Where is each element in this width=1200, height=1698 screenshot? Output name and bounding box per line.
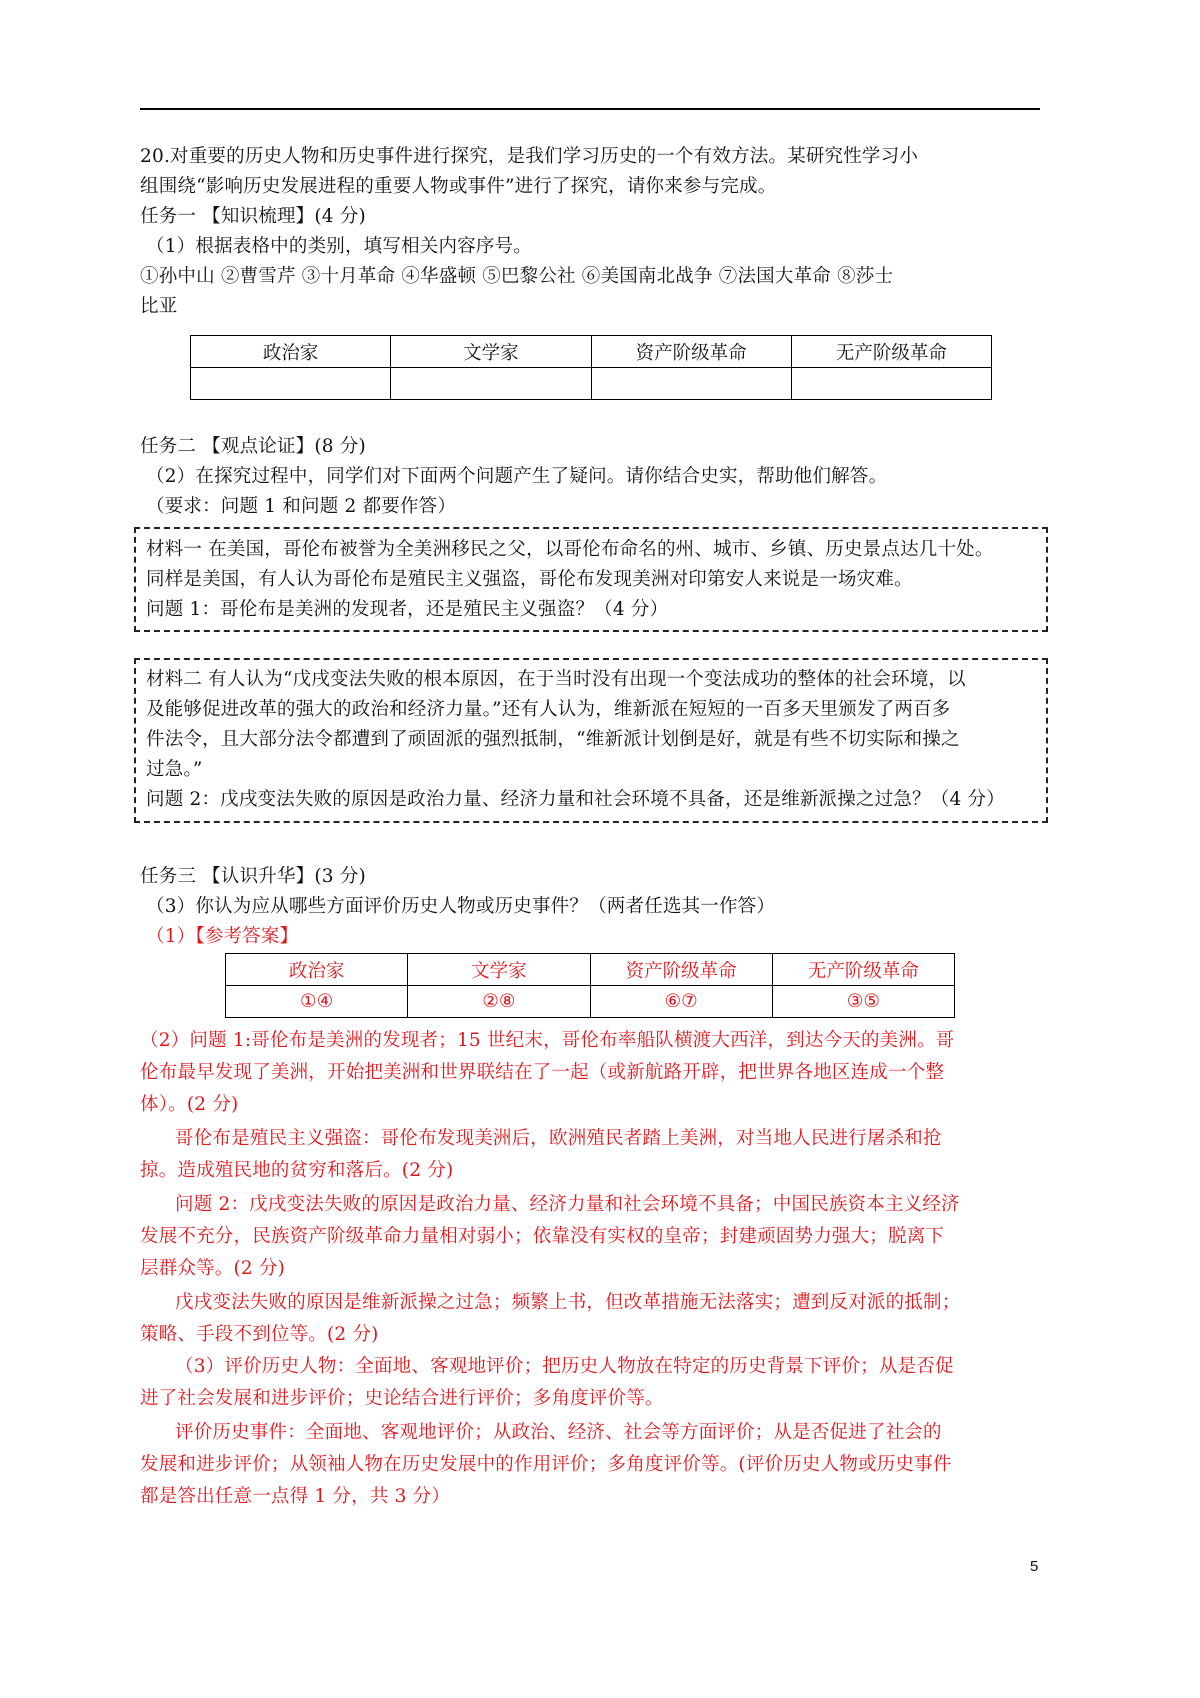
answer-cell: ③⑤ (772, 986, 954, 1018)
blank-cell (391, 368, 591, 400)
table-header-cell: 资产阶级革命 (590, 954, 772, 986)
material-1-line: 同样是美国，有人认为哥伦布是殖民主义强盗，哥伦布发现美洲对印第安人来说是一场灾难。 (146, 569, 913, 590)
task2-question: （2）在探究过程中，同学们对下面两个问题产生了疑问。请你结合史实，帮助他们解答。 (146, 466, 888, 487)
answer-line: 发展和进步评价；从领袖人物在历史发展中的作用评价；多角度评价等。(评价历史人物或历史事件 (140, 1454, 952, 1475)
task1-title: 任务一 【知识梳理】(4 分) (140, 206, 366, 227)
answer-line: 体）。(2 分) (140, 1094, 239, 1115)
answer-line: 都是答出任意一点得 1 分，共 3 分） (140, 1486, 451, 1507)
material-2-box (134, 658, 1048, 823)
table-header-cell: 政治家 (226, 954, 408, 986)
blank-cell (591, 368, 791, 400)
task3-question: （3）你认为应从哪些方面评价历史人物或历史事件？（两者任选其一作答） (146, 896, 776, 917)
answer-cell: ①④ (226, 986, 408, 1018)
task1-question: （1）根据表格中的类别，填写相关内容序号。 (146, 236, 532, 257)
answer-line: 戊戌变法失败的原因是维新派操之过急；频繁上书，但改革措施无法落实；遭到反对派的抵制； (175, 1292, 961, 1313)
table-header-cell: 无产阶级革命 (772, 954, 954, 986)
blank-cell (791, 368, 991, 400)
task2-title: 任务二 【观点论证】(8 分) (140, 436, 366, 457)
options-line-1: ①孙中山 ②曹雪芹 ③十月革命 ④华盛顿 ⑤巴黎公社 ⑥美国南北战争 ⑦法国大革命 ⑧莎士 (140, 266, 894, 287)
answer-line: 问题 2：戊戌变法失败的原因是政治力量、经济力量和社会环境不具备；中国民族资本主义经济 (175, 1194, 960, 1215)
table-header-row (226, 954, 955, 986)
answer-line: 策略、手段不到位等。(2 分) (140, 1324, 379, 1345)
answer-line: 评价历史事件：全面地、客观地评价；从政治、经济、社会等方面评价；从是否促进了社会的 (175, 1422, 942, 1443)
answer-line: 发展不充分，民族资产阶级革命力量相对弱小；依靠没有实权的皇帝；封建顽固势力强大；脱离下 (140, 1226, 945, 1247)
table-header-cell: 政治家 (191, 336, 391, 368)
answer-line: （2）问题 1:哥伦布是美洲的发现者；15 世纪末，哥伦布率船队横渡大西洋，到达今天的美洲。哥 (140, 1030, 955, 1051)
material-1-line: 材料一 在美国，哥伦布被誉为全美洲移民之父，以哥伦布命名的州、城市、乡镇、历史景点达几十处。 (146, 539, 994, 560)
task3-title: 任务三 【认识升华】(3 分) (140, 866, 366, 887)
material-1-question: 问题 1：哥伦布是美洲的发现者，还是殖民主义强盗？（4 分） (146, 599, 669, 620)
answer-line: 进了社会发展和进步评价；史论结合进行评价；多角度评价等。 (140, 1388, 664, 1409)
answer-cell: ②⑧ (408, 986, 590, 1018)
table-header-cell: 资产阶级革命 (591, 336, 791, 368)
material-2-line: 及能够促进改革的强大的政治和经济力量。”还有人认为，维新派在短短的一百多天里颁发了两百多 (146, 699, 951, 720)
material-2-line: 过急。” (146, 759, 203, 780)
blank-answer-table (190, 335, 992, 400)
question-intro-line-1: 20.对重要的历史人物和历史事件进行探究，是我们学习历史的一个有效方法。某研究性学习小 (140, 146, 919, 167)
material-2-line: 材料二 有人认为“戊戌变法失败的根本原因，在于当时没有出现一个变法成功的整体的社会环境，以 (146, 669, 966, 690)
table-header-cell: 文学家 (408, 954, 590, 986)
task2-requirement: （要求：问题 1 和问题 2 都要作答） (146, 496, 457, 517)
table-blank-row (191, 368, 992, 400)
material-1-box (134, 527, 1048, 632)
material-2-line: 件法令，且大部分法令都遭到了顽固派的强烈抵制，“维新派计划倒是好，就是有些不切实际和操之 (146, 729, 960, 750)
answer-line: （3）评价历史人物：全面地、客观地评价；把历史人物放在特定的历史背景下评价；从是否促 (175, 1356, 954, 1377)
options-line-2: 比亚 (140, 296, 178, 317)
table-header-cell: 无产阶级革命 (791, 336, 991, 368)
header-rule (140, 108, 1040, 110)
answer-line: 掠。造成殖民地的贫穷和落后。(2 分) (140, 1160, 454, 1181)
answer-table (225, 953, 955, 1018)
page-number: 5 (1030, 1558, 1039, 1575)
question-intro-line-2: 组围绕“影响历史发展进程的重要人物或事件”进行了探究，请你来参与完成。 (140, 176, 777, 197)
table-header-row (191, 336, 992, 368)
answer-label: （1）【参考答案】 (146, 926, 299, 947)
material-2-question: 问题 2：戊戌变法失败的原因是政治力量、经济力量和社会环境不具备，还是维新派操之过急？（4 分） (146, 789, 1005, 810)
answer-line: 伦布最早发现了美洲，开始把美洲和世界联结在了一起（或新航路开辟，把世界各地区连成一个整 (140, 1062, 945, 1083)
answer-line: 层群众等。(2 分) (140, 1258, 286, 1279)
blank-cell (191, 368, 391, 400)
table-answer-row (226, 986, 955, 1018)
answer-line: 哥伦布是殖民主义强盗：哥伦布发现美洲后，欧洲殖民者踏上美洲，对当地人民进行屠杀和抢 (175, 1128, 942, 1149)
table-header-cell: 文学家 (391, 336, 591, 368)
answer-cell: ⑥⑦ (590, 986, 772, 1018)
